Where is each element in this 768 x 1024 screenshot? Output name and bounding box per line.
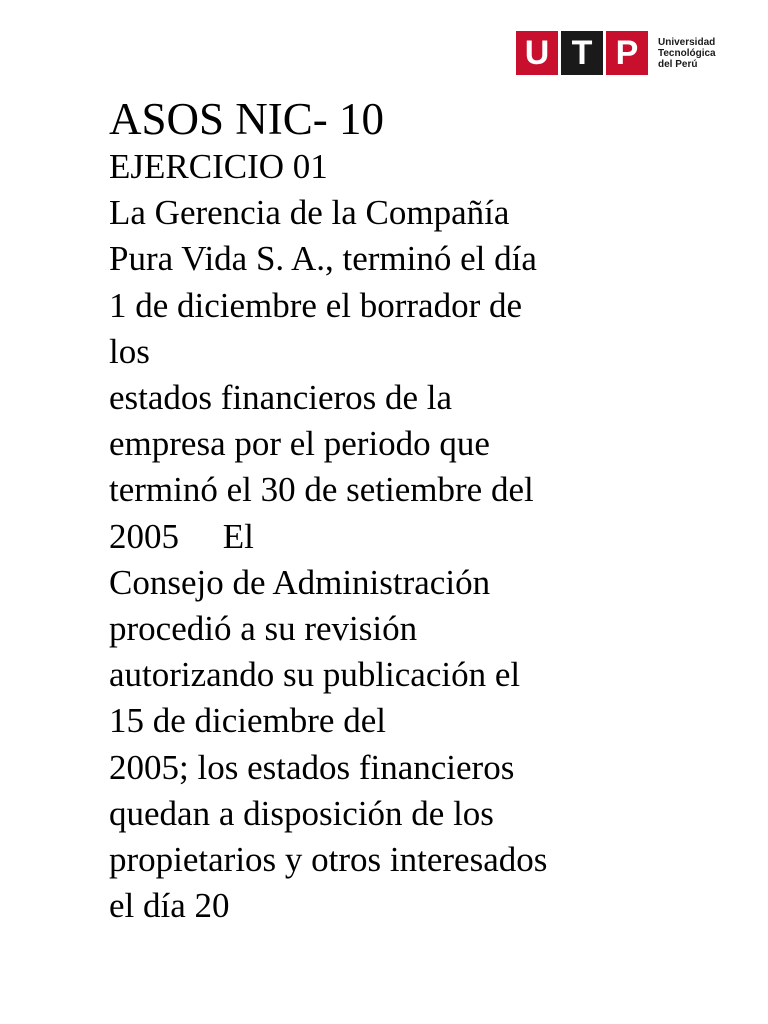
text-line: propietarios y otros interesados	[109, 840, 548, 880]
logo-tile-p: P	[606, 31, 648, 75]
text-line: empresa por el periodo que	[109, 424, 490, 464]
text-line: estados financieros de la	[109, 378, 453, 418]
document-title: ASOS NIC- 10	[109, 94, 385, 144]
logo-tile-u: U	[516, 31, 558, 75]
text-line: La Gerencia de la Compañía	[109, 193, 510, 233]
logo-text-line: del Perú	[658, 58, 698, 70]
text-line: 1 de diciembre el borrador de	[109, 285, 523, 325]
text-line: el día 20	[109, 886, 230, 926]
text-line: procedió a su revisión	[109, 609, 418, 649]
text-line: los	[109, 331, 150, 371]
text-line: 2005; los estados financieros	[109, 747, 515, 787]
document-body	[109, 94, 709, 929]
logo-text-line: Tecnológica	[658, 47, 716, 59]
text-line: 2005 El	[109, 516, 254, 556]
logo-text-line: Universidad	[658, 36, 716, 48]
utp-logo	[516, 31, 716, 75]
text-line: quedan a disposición de los	[109, 793, 494, 833]
text-line: terminó el 30 de setiembre del	[109, 470, 534, 510]
logo-wordmark	[658, 37, 716, 70]
logo-tiles	[516, 31, 651, 75]
text-line: autorizando su publicación el	[109, 655, 521, 695]
text-line: Consejo de Administración	[109, 562, 491, 602]
logo-tile-t: T	[561, 31, 603, 75]
text-line: EJERCICIO 01	[109, 147, 328, 186]
text-line: 15 de diciembre del	[109, 701, 386, 741]
text-line: Pura Vida S. A., terminó el día	[109, 239, 537, 279]
